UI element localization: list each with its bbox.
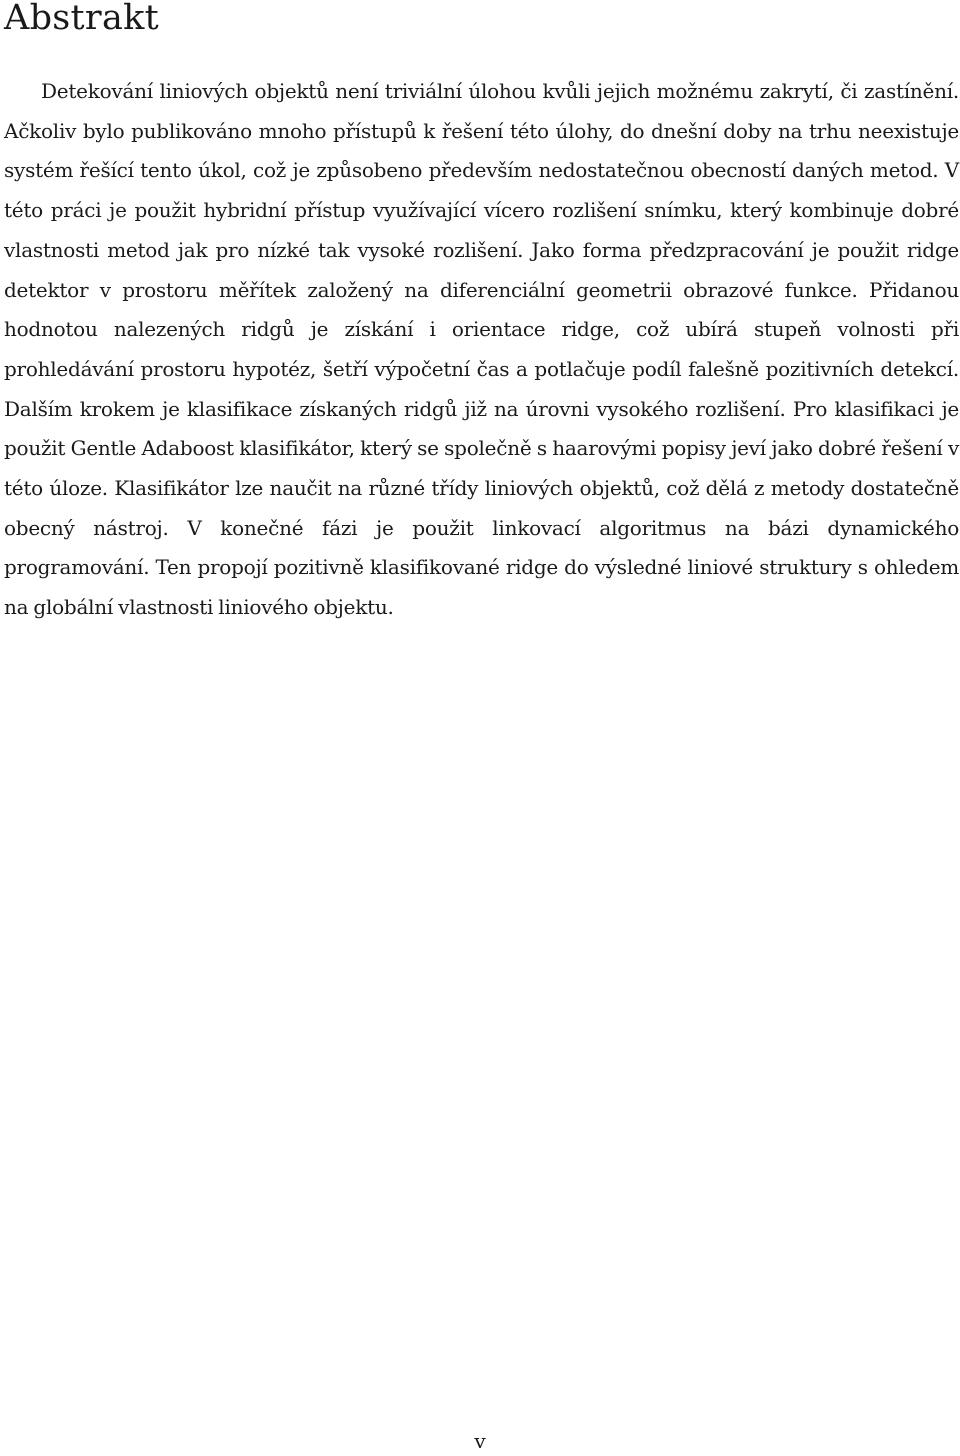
page-title: Abstrakt — [4, 0, 159, 38]
abstract-paragraph: Detekování liniových objektů není triviální úlohou kvůli jejich možnému zakrytí, či zastínění. Ačkoliv bylo publikováno mnoho přístupů k řešení této úlohy, do dnešní doby na trhu neexistuje systém řešící tento úkol, což je způsobeno především nedostatečnou obecností daných metod. V této práci je použit hybridní přístup využívající vícero rozlišení snímku, který kombinuje dobré vlastnosti metod jak pro nízké tak vysoké rozlišení. Jako forma předzpracování je použit ridge detektor v prostoru měřítek založený na diferenciální geometrii obrazové funkce. Přidanou hodnotou nalezených ridgů je získání i orientace ridge, což ubírá stupeň volnosti při prohledávání prostoru hypotéz, šetří výpočetní čas a potlačuje podíl falešně pozitivních detekcí. Dalším krokem je klasifikace získaných ridgů již na úrovni vysokého rozlišení. Pro klasifikaci je použit Gentle Adaboost klasifikátor, který se společně s haarovými popisy jeví jako dobré řešení v této úloze. Klasifikátor lze naučit na různé třídy liniových objektů, což dělá z metody dostatečně obecný nástroj. V konečné fázi je použit linkovací algoritmus na bázi dynamického programování. Ten propojí pozitivně klasifikované ridge do výsledné liniové struktury s ohledem na globální vlastnosti liniového objektu. — [4, 79, 959, 620]
page-number: v — [474, 1429, 486, 1453]
